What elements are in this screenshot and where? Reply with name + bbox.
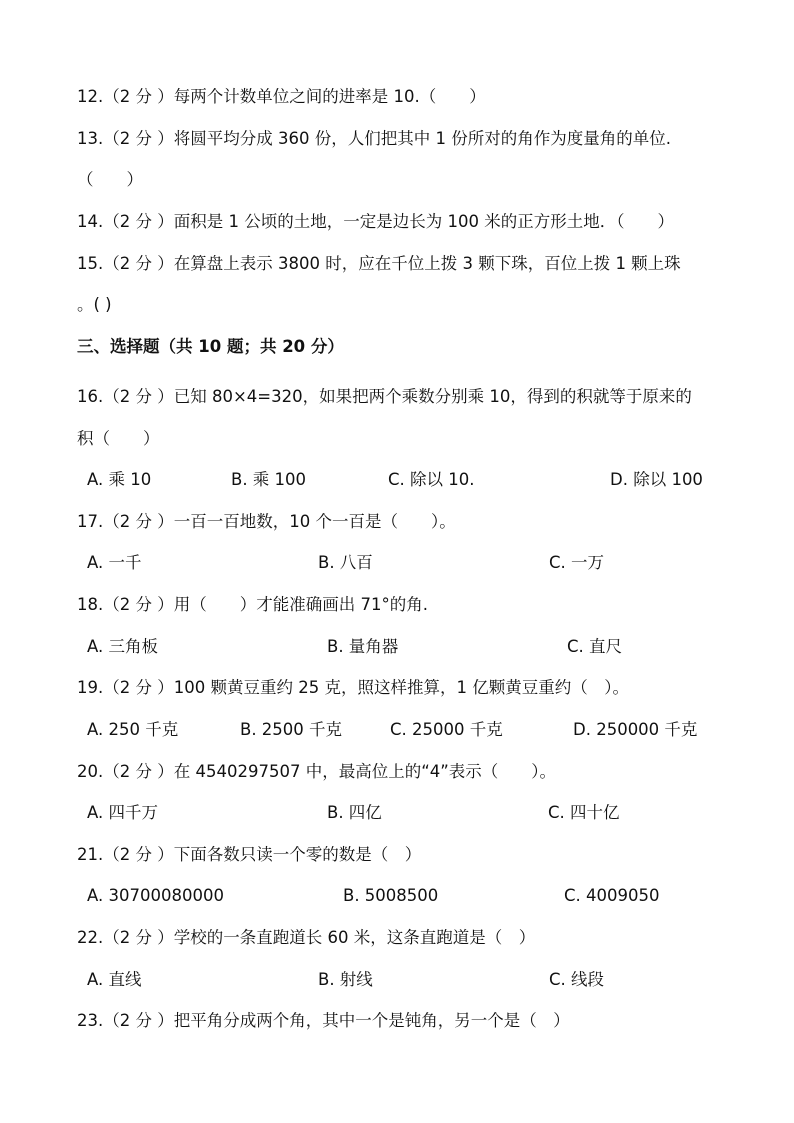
option-a: A. 三角板 [87,637,158,656]
question-16-cont: 积（ ） [77,429,160,448]
question-12: 12.（2 分 ）每两个计数单位之间的进率是 10.（ ） [77,87,486,106]
question-14: 14.（2 分 ）面积是 1 公顷的土地，一定是边长为 100 米的正方形土地．（ ） [77,212,674,231]
option-b: B. 2500 千克 [240,720,343,739]
option-d: D. 250000 千克 [573,720,698,739]
option-a: A. 直线 [87,970,142,989]
option-d: D. 除以 100 [610,470,703,489]
question-16: 16.（2 分 ）已知 80×4=320，如果把两个乘数分别乘 10，得到的积就等于原来的 [77,387,692,406]
option-c: C. 直尺 [567,637,623,656]
option-b: B. 八百 [318,553,373,572]
question-15-cont: 。( ) [77,295,112,314]
option-b: B. 量角器 [327,637,399,656]
option-a: A. 30700080000 [87,886,224,905]
option-c: C. 25000 千克 [390,720,503,739]
option-c: C. 四十亿 [548,803,620,822]
option-b: B. 四亿 [327,803,382,822]
option-b: B. 乘 100 [231,470,307,489]
question-23: 23.（2 分 ）把平角分成两个角，其中一个是钝角，另一个是（ ） [77,1011,570,1030]
option-a: A. 乘 10 [87,470,152,489]
question-20: 20.（2 分 ）在 4540297507 中，最高位上的“4”表示（ ）。 [77,762,557,781]
option-a: A. 250 千克 [87,720,179,739]
option-c: C. 线段 [549,970,605,989]
question-15: 15.（2 分 ）在算盘上表示 3800 时，应在千位上拨 3 颗下珠，百位上拨 1 颗上珠 [77,254,681,273]
option-a: A. 四千万 [87,803,158,822]
question-21: 21.（2 分 ）下面各数只读一个零的数是（ ） [77,845,422,864]
option-b: B. 射线 [318,970,373,989]
section-heading: 三、选择题（共 10 题；共 20 分） [77,337,344,356]
question-18: 18.（2 分 ）用（ ）才能准确画出 71°的角. [77,595,428,614]
question-17: 17.（2 分 ）一百一百地数，10 个一百是（ ）。 [77,512,456,531]
option-c: C. 除以 10. [388,470,475,489]
option-b: B. 5008500 [343,886,439,905]
question-19: 19.（2 分 ）100 颗黄豆重约 25 克，照这样推算，1 亿颗黄豆重约（ ）。 [77,678,629,697]
option-c: C. 4009050 [564,886,660,905]
question-13-blank: （ ） [77,170,143,189]
question-22: 22.（2 分 ）学校的一条直跑道长 60 米，这条直跑道是（ ） [77,928,536,947]
question-13: 13.（2 分 ）将圆平均分成 360 份，人们把其中 1 份所对的角作为度量角的单位. [77,129,671,148]
option-a: A. 一千 [87,553,142,572]
option-c: C. 一万 [549,553,605,572]
